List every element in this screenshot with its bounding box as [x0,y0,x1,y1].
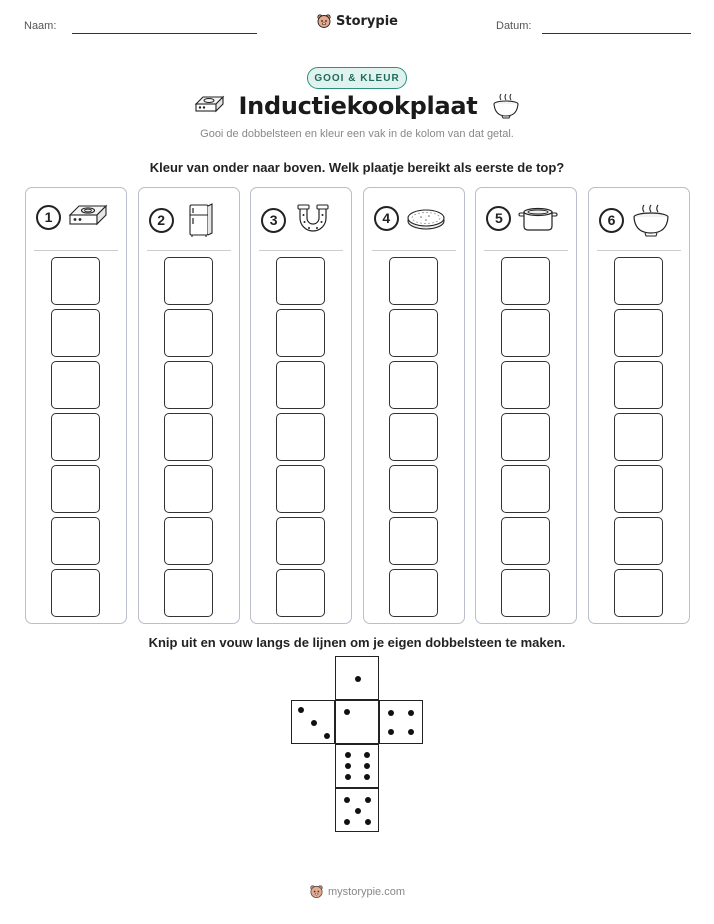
soup-bowl-icon [630,202,672,238]
brand-logo [0,13,714,29]
die-pip [345,763,351,769]
color-box[interactable] [389,361,438,409]
color-box[interactable] [501,413,550,461]
color-box[interactable] [51,361,100,409]
color-box[interactable] [501,309,550,357]
color-box[interactable] [164,257,213,305]
color-box[interactable] [614,309,663,357]
color-box[interactable] [51,413,100,461]
color-box[interactable] [276,309,325,357]
color-box[interactable] [389,517,438,565]
column-number: 6 [599,208,624,233]
coloring-instruction: Kleur van onder naar boven. Welk plaatje bereikt als eerste de top? [149,160,565,175]
column-number: 5 [486,206,511,231]
die-pip [298,707,304,713]
color-box[interactable] [51,517,100,565]
color-box[interactable] [614,413,663,461]
footer [0,884,714,899]
column-number: 1 [36,205,61,230]
dice-columns [25,187,690,624]
die-pip [345,752,351,758]
color-box[interactable] [276,361,325,409]
name-line[interactable] [72,33,257,34]
footer-url[interactable]: mystorypie.com [327,885,406,898]
die-face-6 [335,744,379,788]
brand-name: Storypie [336,13,398,29]
column-divider [484,250,568,251]
color-box[interactable] [51,257,100,305]
color-box[interactable] [164,413,213,461]
die-face-1 [335,656,379,700]
die-pip [344,797,350,803]
column-1 [25,187,127,624]
color-box[interactable] [389,413,438,461]
die-pip [365,797,371,803]
color-box[interactable] [501,569,550,617]
subtitle: Gooi de dobbelsteen en kleur een vak in de kolom van dat getal. [200,128,514,140]
color-box[interactable] [164,465,213,513]
color-box[interactable] [501,361,550,409]
die-pip [364,763,370,769]
color-box[interactable] [164,569,213,617]
die-pip [344,709,350,715]
color-box[interactable] [276,517,325,565]
die-pip [364,774,370,780]
color-box[interactable] [614,569,663,617]
column-divider [34,250,118,251]
induction-hob-icon [193,94,225,118]
color-box[interactable] [164,309,213,357]
page-title: Inductiekookplaat [238,92,478,120]
die-pip [344,819,350,825]
die-face-1 [335,700,379,744]
column-number: 4 [374,206,399,231]
die-pip [364,752,370,758]
color-box[interactable] [614,257,663,305]
die-pip [408,729,414,735]
color-box[interactable] [276,465,325,513]
induction-hob-icon [67,202,109,232]
column-2 [138,187,240,624]
color-box[interactable] [51,309,100,357]
horseshoe-icon [292,202,334,238]
date-line[interactable] [542,33,691,34]
activity-badge: GOOI & KLEUR [307,67,407,89]
color-box[interactable] [164,361,213,409]
color-box[interactable] [389,569,438,617]
die-face-4 [379,700,423,744]
color-box[interactable] [51,569,100,617]
column-4 [363,187,465,624]
color-box[interactable] [164,517,213,565]
die-pip [345,774,351,780]
die-pip [365,819,371,825]
storypie-mascot-icon [309,884,324,899]
die-pip [311,720,317,726]
color-box[interactable] [389,257,438,305]
color-box[interactable] [501,465,550,513]
color-box[interactable] [501,257,550,305]
color-box[interactable] [389,465,438,513]
color-box[interactable] [614,465,663,513]
die-pip [388,729,394,735]
column-divider [597,250,681,251]
column-number: 3 [261,208,286,233]
column-5 [475,187,577,624]
name-label: Naam: [24,20,57,32]
column-divider [259,250,343,251]
die-face-3 [291,700,335,744]
date-label: Datum: [496,20,532,32]
column-divider [372,250,456,251]
cooking-pot-icon [517,202,559,234]
title-row [0,92,714,120]
die-pip [324,733,330,739]
color-box[interactable] [389,309,438,357]
die-pip [355,676,361,682]
color-box[interactable] [501,517,550,565]
color-box[interactable] [276,413,325,461]
color-box[interactable] [614,517,663,565]
storypie-mascot-icon [316,13,332,29]
die-pip [388,710,394,716]
die-pip [355,808,361,814]
color-box[interactable] [51,465,100,513]
color-box[interactable] [276,257,325,305]
cut-instruction: Knip uit en vouw langs de lijnen om je eigen dobbelsteen te maken. [148,635,566,650]
color-box[interactable] [276,569,325,617]
die-pip [408,710,414,716]
soup-bowl-icon [491,92,521,120]
pancake-icon [405,202,447,234]
column-3 [250,187,352,624]
column-divider [147,250,231,251]
die-face-5 [335,788,379,832]
column-number: 2 [149,208,174,233]
color-box[interactable] [614,361,663,409]
fridge-icon [180,202,222,238]
column-6 [588,187,690,624]
